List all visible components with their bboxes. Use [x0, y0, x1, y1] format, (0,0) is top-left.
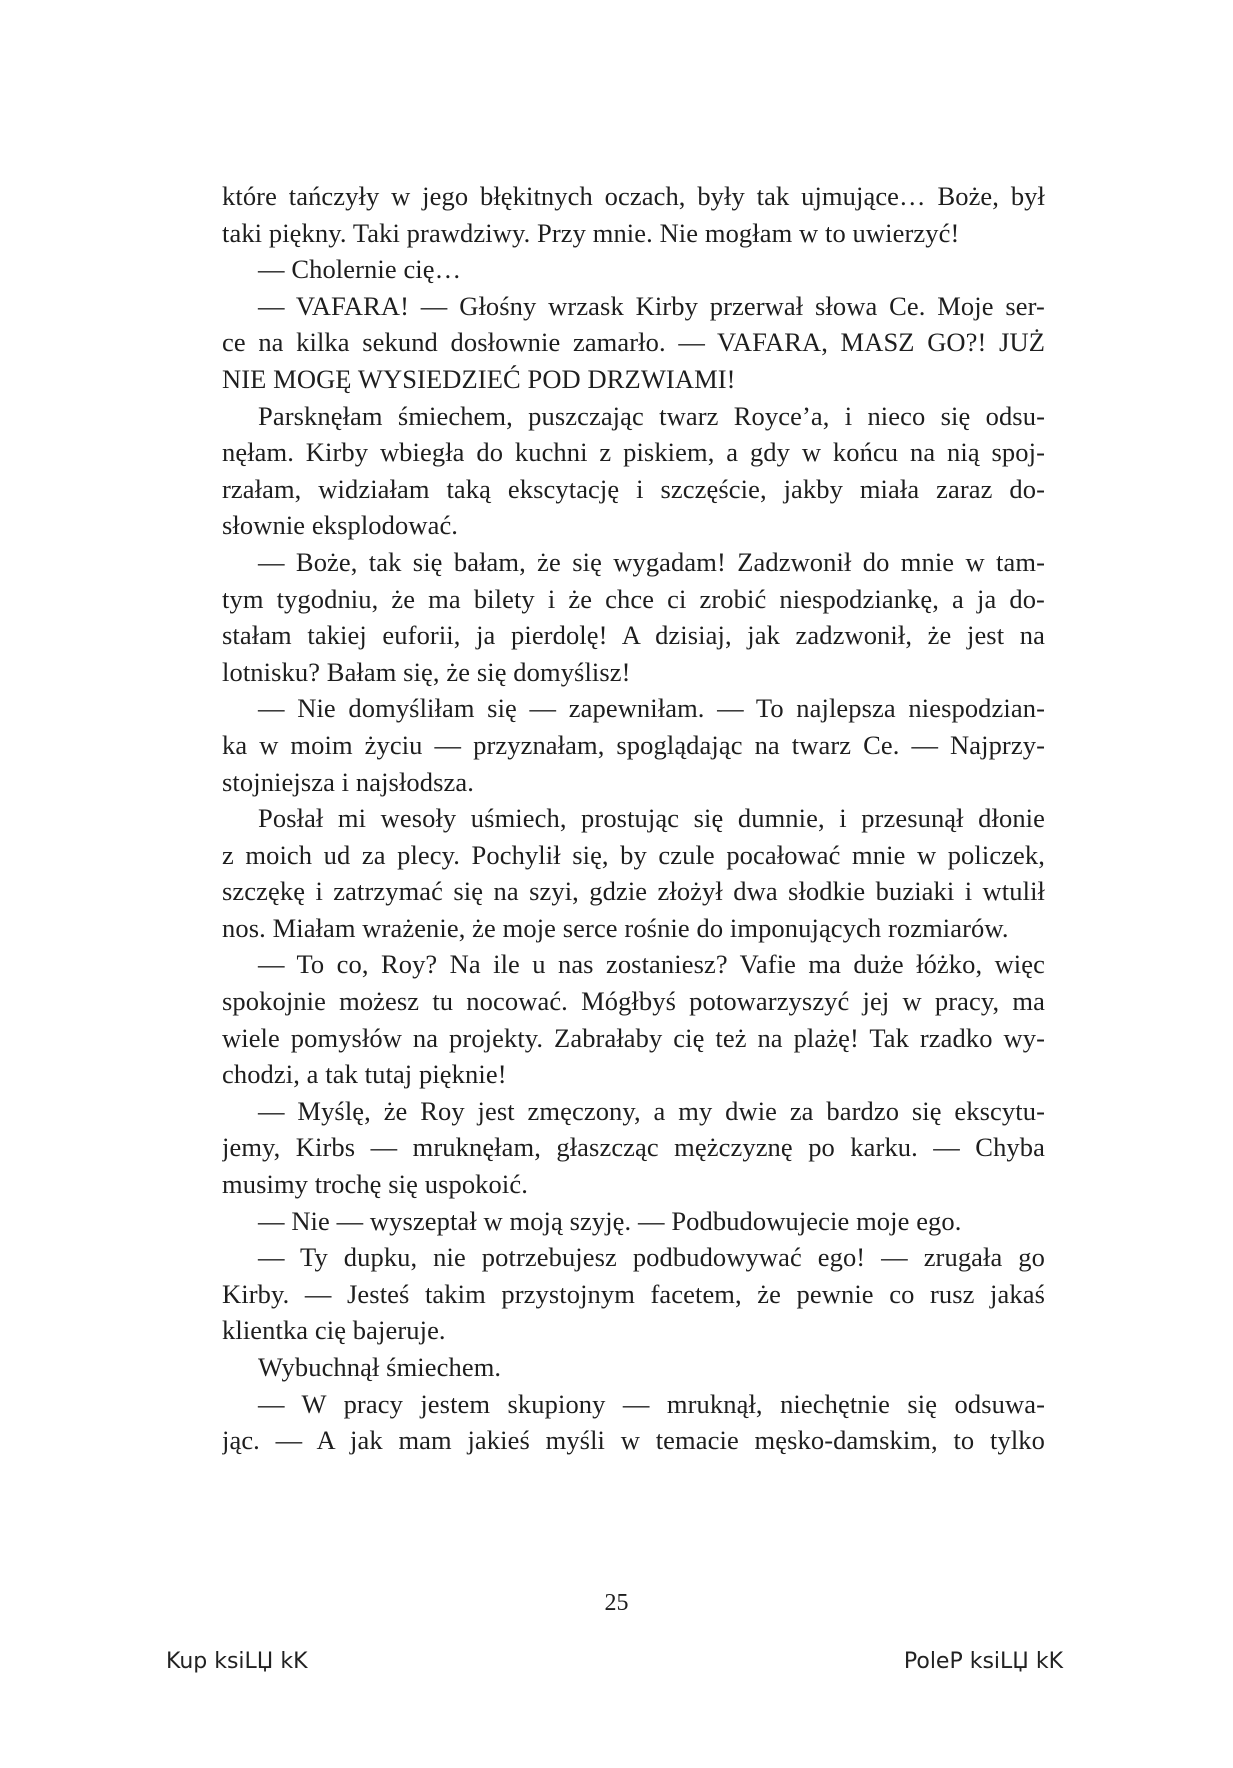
text-line: — Nie — wyszeptał w moją szyję. — Podbudowujecie moje ego. [258, 1205, 962, 1236]
text-line: nęłam. Kirby wbiegła do kuchni z piskiem, a gdy w końcu na nią spoj- [222, 437, 1045, 468]
text-line: stałam takiej euforii, ja pierdolę! A dzisiaj, jak zadzwonił, że jest na [222, 620, 1045, 651]
text-line: szczękę i zatrzymać się na szyi, gdzie złożył dwa słodkie buziaki i wtulił [222, 876, 1045, 907]
text-line: z moich ud za plecy. Pochylił się, by czule pocałować mnie w policzek, [222, 839, 1045, 870]
text-line: które tańczyły w jego błękitnych oczach, były tak ujmujące… Boże, był [222, 181, 1045, 211]
text-line: jąc. — A jak mam jakieś myśli w temacie męsko-damskim, to tylko [222, 1425, 1045, 1456]
text-line: NIE MOGĘ WYSIEDZIEĆ POD DRZWIAMI! [222, 363, 736, 394]
text-line: wiele pomysłów na projekty. Zabrałaby cię też na plażę! Tak rzadko wy- [222, 1022, 1045, 1053]
text-line: — VAFARA! — Głośny wrzask Kirby przerwał słowa Ce. Moje ser- [258, 290, 1045, 321]
text-line: Kirby. — Jesteś takim przystojnym facetem, że pewnie co rusz jakaś [222, 1278, 1045, 1309]
text-line: klientka cię bajeruje. [222, 1315, 446, 1346]
text-line: tym tygodniu, że ma bilety i że chce ci zrobić niespodziankę, a ja do- [222, 583, 1045, 614]
text-line: ka w moim życiu — przyznałam, spoglądając na twarz Ce. — Najprzy- [222, 729, 1045, 760]
text-line: spokojnie możesz tu nocować. Mógłbyś potowarzyszyć jej w pracy, ma [222, 986, 1045, 1017]
text-line: — Cholernie cię… [258, 254, 462, 285]
text-line: — Ty dupku, nie potrzebujesz podbudowywać ego! — zrugała go [258, 1242, 1045, 1273]
text-line: Wybuchnął śmiechem. [258, 1352, 502, 1382]
buy-book-link[interactable]: Kup ksiLЏ kK [166, 1649, 308, 1674]
text-line: chodzi, a tak tutaj pięknie! [222, 1059, 507, 1090]
text-line: taki piękny. Taki prawdziwy. Przy mnie. Nie mogłam w to uwierzyć! [222, 217, 960, 248]
text-line: — Boże, tak się bałam, że się wygadam! Zadzwonił do mnie w tam- [258, 546, 1045, 577]
text-line: musimy trochę się uspokoić. [222, 1169, 528, 1200]
text-line: rzałam, widziałam taką ekscytację i szczęście, jakby miała zaraz do- [222, 473, 1045, 504]
text-line: lotnisku? Bałam się, że się domyślisz! [222, 656, 631, 687]
text-line: jemy, Kirbs — mruknęłam, głaszcząc mężczyznę po karku. — Chyba [222, 1132, 1045, 1163]
body-text [222, 178, 1045, 1459]
text-line: — W pracy jestem skupiony — mruknął, niechętnie się odsuwa- [258, 1388, 1045, 1419]
text-line: — Myślę, że Roy jest zmęczony, a my dwie za bardzo się ekscytu- [258, 1095, 1045, 1126]
text-line: nos. Miałam wrażenie, że moje serce rośnie do imponujących rozmiarów. [222, 912, 1009, 943]
text-line: stojniejsza i najsłodsza. [222, 766, 474, 797]
page-number: 25 [604, 1590, 629, 1616]
recommend-book-link[interactable]: PoleP ksiLЏ kK [903, 1649, 1063, 1674]
text-line: ce na kilka sekund dosłownie zamarło. — VAFARA, MASZ GO?! JUŻ [222, 327, 1045, 358]
text-line: — Nie domyśliłam się — zapewniłam. — To najlepsza niespodzian- [258, 693, 1045, 724]
text-line: Posłał mi wesoły uśmiech, prostując się dumnie, i przesunął dłonie [258, 803, 1045, 834]
text-line: słownie eksplodować. [222, 510, 459, 541]
text-line: Parsknęłam śmiechem, puszczając twarz Royce’a, i nieco się odsu- [258, 400, 1045, 431]
text-line: — To co, Roy? Na ile u nas zostaniesz? Vafie ma duże łóżko, więc [258, 949, 1045, 980]
